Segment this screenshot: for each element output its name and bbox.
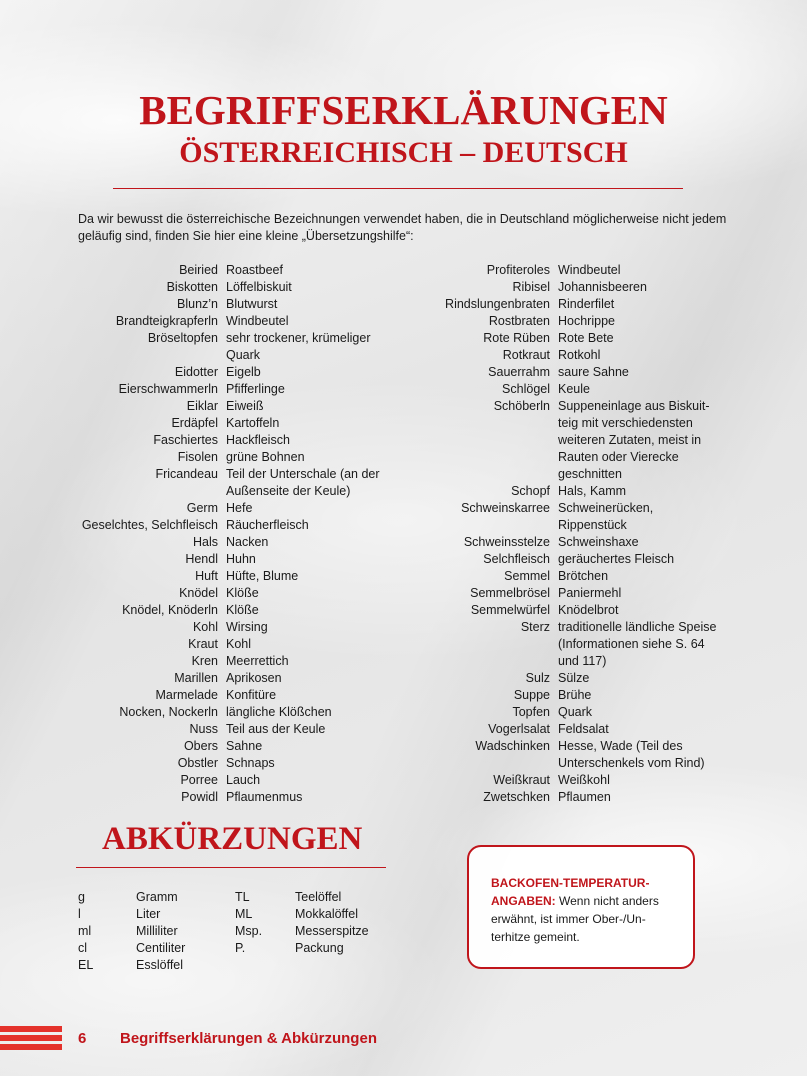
abbr-code: l [78,907,81,921]
abbr-code: ml [78,924,92,938]
glossary-term: Faschiertes [153,433,218,447]
glossary-entry [74,364,396,381]
glossary-term: Suppe [513,688,550,702]
glossary-definition: Wirsing [226,620,268,634]
glossary-entry [74,670,396,687]
glossary-term: Eidotter [174,365,218,379]
glossary-definition: Paniermehl [558,586,622,600]
glossary-definition: Lauch [226,773,261,787]
glossary-term: Semmelbrösel [470,586,550,600]
glossary-term: Kraut [188,637,218,651]
glossary-entry [430,364,723,381]
glossary-definition: Suppeneinlage aus Biskuitteig mit verschiedensten weiteren Zutaten, meist in Rauten oder Vierecke geschnitten [558,399,710,481]
glossary-entry [430,585,723,602]
glossary-definition: Eiweiß [226,399,264,413]
glossary-definition: Pfifferlinge [226,382,285,396]
glossary-term: Bröseltopfen [147,331,218,345]
glossary-entry [430,772,723,789]
glossary-entry [430,279,723,296]
glossary-entry [430,619,723,670]
glossary-term: Geselchtes, Selchfleisch [81,518,218,532]
glossary-entry [74,296,396,313]
glossary-definition: Löffelbiskuit [226,280,292,294]
glossary-entry [74,619,396,636]
abbr-meaning: Liter [136,907,161,921]
glossary-entry [430,381,723,398]
glossary-term: Rotkraut [502,348,550,362]
abbr-code: P. [235,941,246,955]
glossary-term: Fisolen [177,450,218,464]
glossary-definition: Hals, Kamm [558,484,627,498]
glossary-entry [74,721,396,738]
glossary-entry [430,789,723,806]
glossary-definition: Meerrettich [226,654,289,668]
glossary-definition: Rinderfilet [558,297,615,311]
glossary-definition: Schnaps [226,756,275,770]
glossary-definition: Nacken [226,535,269,549]
glossary-term: Kren [191,654,218,668]
glossary-definition: Hesse, Wade (Teil des Unterschenkels vom Rind) [558,739,705,770]
glossary-entry [430,330,723,347]
glossary-term: Weißkraut [493,773,550,787]
glossary-entry [430,398,723,483]
glossary-definition: Keule [558,382,590,396]
glossary-term: Selchfleisch [483,552,550,566]
abbr-meaning: Mokkalöffel [295,907,358,921]
glossary-definition: Räucherfleisch [226,518,309,532]
glossary-term: Hals [192,535,218,549]
glossary-term: Germ [186,501,218,515]
glossary-definition: Klöße [226,586,259,600]
glossary-entry [430,687,723,704]
glossary-definition: Konfitüre [226,688,277,702]
glossary-definition: Brötchen [558,569,609,583]
glossary-definition: Johannisbeeren [558,280,647,294]
glossary-entry [74,602,396,619]
glossary-entry [74,313,396,330]
glossary-entry [430,262,723,279]
title-divider [113,188,683,189]
glossary-term: Nuss [189,722,218,736]
glossary-term: Knödel [179,586,218,600]
abbreviations-table [78,889,390,974]
glossary-term: Knödel, Knöderln [122,603,218,617]
glossary-entry [430,602,723,619]
glossary-definition: Quark [558,705,593,719]
glossary-definition: Sahne [226,739,263,753]
glossary-definition: Schweinerücken, Rippenstück [558,501,654,532]
glossary-definition: Eigelb [226,365,261,379]
abbr-meaning: Packung [295,941,344,955]
glossary-entry [74,755,396,772]
glossary-term: Profiteroles [486,263,550,277]
infobox-label: BACKOFEN-TEMPERATURANGABEN: [491,876,650,908]
glossary-term: Obers [183,739,218,753]
glossary-term: Rostbraten [488,314,550,328]
glossary-term: Obstler [177,756,218,770]
glossary-term: Topfen [512,705,550,719]
glossary-definition: Rote Bete [558,331,614,345]
page-title: BEGRIFFSERKLÄRUNGEN [139,87,668,133]
glossary-term: Porree [180,773,218,787]
glossary-term: Eiklar [186,399,218,413]
glossary-term: Kohl [192,620,218,634]
glossary-term: Sauerrahm [488,365,550,379]
glossary-entry [74,687,396,704]
glossary-term: Schopf [511,484,550,498]
abbreviations-divider [76,867,386,868]
glossary-entry [74,432,396,449]
glossary-entry [74,449,396,466]
glossary-term: Schlögel [502,382,550,396]
glossary-entry [430,296,723,313]
glossary-definition: Pflaumen [558,790,611,804]
abbr-meaning: Messerspitze [295,924,369,938]
glossary-term: Ribisel [512,280,550,294]
glossary-definition: Blutwurst [226,297,278,311]
glossary-term: Biskotten [166,280,218,294]
glossary-entry [430,500,723,534]
glossary-definition: Aprikosen [226,671,282,685]
glossary-definition: grüne Bohnen [226,450,305,464]
glossary-left-column [74,262,396,806]
glossary-term: Eierschwammerln [118,382,218,396]
glossary-entry [430,721,723,738]
glossary-definition: saure Sahne [558,365,629,379]
glossary-entry [74,330,396,364]
glossary-definition: Hüfte, Blume [226,569,299,583]
glossary-term: Sulz [525,671,550,685]
glossary-entry [74,585,396,602]
glossary-term: Schweinskarree [461,501,550,515]
glossary-entry [74,262,396,279]
glossary-definition: Windbeutel [558,263,621,277]
intro-paragraph: Da wir bewusst die österreichische Bezeichnungen verwendet haben, die in Deutschland möglicherweise nicht jedem geläufig sind, finden Sie hier eine kleine „Übersetzungshilfe“: [78,212,727,243]
glossary-entry [74,738,396,755]
glossary-definition: Brühe [558,688,592,702]
glossary-entry [74,704,396,721]
glossary-right-column [430,262,723,806]
glossary-term: Powidl [181,790,218,804]
glossary-definition: Hochrippe [558,314,615,328]
page-number: 6 [78,1030,87,1047]
glossary-definition: Hackfleisch [226,433,290,447]
glossary-definition: Kartoffeln [226,416,280,430]
glossary-definition: Weißkohl [558,773,610,787]
glossary-definition: geräuchertes Fleisch [558,552,675,566]
glossary-entry [74,466,396,500]
abbr-meaning: Milliliter [136,924,178,938]
footer-stripes-decoration [0,1026,62,1050]
glossary-term: Huft [195,569,218,583]
glossary-entry [74,398,396,415]
glossary-definition: Feldsalat [558,722,609,736]
glossary-definition: Rotkohl [558,348,601,362]
glossary-definition: Teil der Unterschale (an der Außenseite der Keule) [226,467,380,498]
abbr-meaning: Gramm [136,890,178,904]
glossary-term: Hendl [185,552,218,566]
glossary-entry [74,381,396,398]
glossary-entry [74,500,396,517]
glossary-term: Erdäpfel [171,416,218,430]
glossary-term: Sterz [520,620,550,634]
glossary-entry [74,636,396,653]
abbr-code: TL [235,890,250,904]
abbr-code: ML [235,907,253,921]
page-subtitle: ÖSTERREICHISCH – DEUTSCH [179,136,628,169]
glossary-entry [430,551,723,568]
glossary-term: Nocken, Nockerln [119,705,218,719]
glossary-entry [74,415,396,432]
glossary-definition: Kohl [226,637,252,651]
glossary-definition: Huhn [226,552,256,566]
glossary-entry [74,517,396,534]
glossary-definition: Roastbeef [226,263,283,277]
glossary-definition: Hefe [226,501,253,515]
glossary-entry [74,551,396,568]
glossary-entry [74,534,396,551]
abbr-code: EL [78,958,94,972]
glossary-entry [74,568,396,585]
glossary-definition: längliche Klößchen [226,705,332,719]
glossary-definition: Windbeutel [226,314,289,328]
glossary-entry [430,313,723,330]
abbreviations-heading: ABKÜRZUNGEN [102,821,363,857]
glossary-term: Rote Rüben [483,331,550,345]
glossary-term: Blunz’n [177,297,218,311]
glossary-definition: Schweinshaxe [558,535,639,549]
glossary-entry [430,704,723,721]
glossary-term: Schweinsstelze [463,535,550,549]
abbr-code: Msp. [235,924,263,938]
glossary-term: Wadschinken [475,739,550,753]
glossary-term: Vogerlsalat [488,722,550,736]
glossary-term: Rindslungenbraten [445,297,550,311]
glossary-entry [430,534,723,551]
abbr-code: g [78,890,85,904]
glossary-entry [74,789,396,806]
abbr-meaning: Esslöffel [136,958,184,972]
glossary-definition: Pflaumenmus [226,790,303,804]
glossary-entry [74,653,396,670]
glossary-term: Marmelade [155,688,218,702]
glossary-entry [74,772,396,789]
glossary-term: Semmel [504,569,550,583]
glossary-term: Brandteigkrapferln [115,314,218,328]
glossary-term: Zwetschken [483,790,550,804]
glossary-definition: Klöße [226,603,259,617]
glossary-definition: sehr trockener, krümeliger Quark [226,331,371,362]
glossary-term: Marillen [174,671,218,685]
glossary-definition: Knödelbrot [558,603,619,617]
glossary-term: Schöberln [493,399,550,413]
glossary-entry [430,483,723,500]
abbr-meaning: Teelöffel [295,890,342,904]
glossary-entry [74,279,396,296]
glossary-entry [430,568,723,585]
oven-temperature-infobox [467,845,695,969]
glossary-entry [430,670,723,687]
glossary-definition: traditionelle ländliche Speise (Informationen siehe S. 64 und 117) [558,620,717,668]
glossary-entry [430,347,723,364]
glossary-term: Semmelwürfel [470,603,550,617]
glossary-definition: Sülze [558,671,590,685]
abbr-meaning: Centiliter [136,941,186,955]
infobox-text: Wenn nicht anders erwähnt, ist immer Ober-/Unterhitze gemeint. [491,894,659,944]
glossary-entry [430,738,723,772]
glossary-term: Fricandeau [155,467,218,481]
footer-section-title: Begriffserklärungen & Abkürzungen [120,1030,377,1047]
glossary-definition: Teil aus der Keule [226,722,326,736]
glossary-term: Beiried [179,263,218,277]
abbr-code: cl [78,941,88,955]
